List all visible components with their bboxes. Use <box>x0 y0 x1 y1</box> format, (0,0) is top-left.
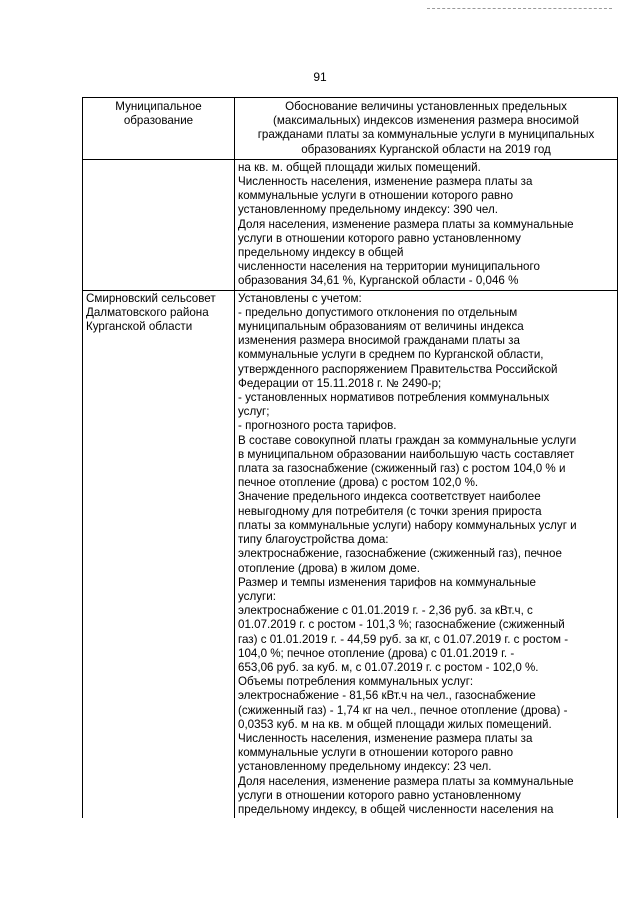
text-line: услуги в отношении которого равно установленному <box>238 231 521 245</box>
table-row <box>83 159 618 290</box>
table-row <box>83 290 618 818</box>
header-line: образованиях Курганской области на 2019 год <box>301 142 551 156</box>
text-line: платы за коммунальные услуги) набору коммунальных услуг и <box>238 518 577 532</box>
text-line: электроснабжение с 01.01.2019 г. - 2,36 руб. за кВт.ч, с <box>238 604 533 618</box>
text-line: численности населения на территории муниципального <box>238 260 540 274</box>
text-line: Численность населения, изменение размера платы за <box>238 175 533 189</box>
text-line: Доля населения, изменение размера платы за коммунальные <box>238 217 574 231</box>
text-line: электроснабжение - 81,56 кВт.ч на чел., газоснабжение <box>238 689 536 703</box>
municipality-line: Курганской области <box>86 320 193 334</box>
page-number: 91 <box>313 70 327 84</box>
text-line: 01.07.2019 г. с ростом - 101,3 %; газоснабжение (сжиженный <box>238 618 565 632</box>
text-line: Установлены с учетом: <box>238 291 362 305</box>
header-justification <box>235 98 618 160</box>
text-line: газ) с 01.01.2019 г. - 44,59 руб. за кг, с 01.07.2019 г. с ростом - <box>238 632 569 646</box>
text-line: услуги в отношении которого равно установленному <box>238 788 521 802</box>
text-line: предельному индексу в общей <box>238 246 404 260</box>
text-line: Доля населения, изменение размера платы за коммунальные <box>238 774 574 788</box>
table-header-row <box>83 98 618 160</box>
text-line: печное отопление (дрова) с ростом 102,0 %. <box>238 476 479 490</box>
text-line: услуг; <box>238 405 270 419</box>
scan-artifact-line <box>427 8 612 9</box>
text-line: - прогнозного роста тарифов. <box>238 419 397 433</box>
header-line: гражданами платы за коммунальные услуги в муниципальных <box>257 128 595 142</box>
header-municipality <box>83 98 235 160</box>
municipality-line: Далматовского района <box>86 305 209 319</box>
text-line: типу благоустройства дома: <box>238 533 389 547</box>
text-line: коммунальные услуги в отношении которого равно <box>238 189 514 203</box>
text-line: 0,0353 куб. м на кв. м общей площади жилых помещений. <box>238 717 552 731</box>
municipality-line: Смирновский сельсовет <box>86 291 216 305</box>
text-line: утвержденного распоряжением Правительства Российской <box>238 362 558 376</box>
text-line: установленному предельному индексу: 23 чел. <box>238 760 492 774</box>
municipality-cell <box>83 159 235 290</box>
text-line: предельному индексу, в общей численности населения на <box>238 802 554 816</box>
text-line: образования 34,61 %, Курганской области - 0,046 % <box>238 274 519 288</box>
text-line: плата за газоснабжение (сжиженный газ) с ростом 104,0 % и <box>238 462 566 476</box>
text-line: коммунальные услуги в среднем по Курганской области, <box>238 348 544 362</box>
header-line: Обоснование величины установленных предельных <box>285 100 567 113</box>
text-line: В составе совокупной платы граждан за коммунальные услуги <box>238 433 577 447</box>
justification-table <box>82 97 618 818</box>
text-line: Федерации от 15.11.2018 г. № 2490-р; <box>238 376 442 390</box>
text-line: установленному предельному индексу: 390 чел. <box>238 203 498 217</box>
text-line: - предельно допустимого отклонения по отдельным <box>238 305 518 319</box>
text-line: 653,06 руб. за куб. м, с 01.07.2019 г. с ростом - 102,0 %. <box>238 660 539 674</box>
text-line: Объемы потребления коммунальных услуг: <box>238 675 474 689</box>
text-line: невыгодному для потребителя (с точки зрения прироста <box>238 504 542 518</box>
text-line: 104,0 %; печное отопление (дрова) с 01.01.2019 г. - <box>238 646 515 660</box>
text-line: Размер и темпы изменения тарифов на коммунальные <box>238 575 536 589</box>
text-line: (сжиженный газ) - 1,74 кг на чел., печное отопление (дрова) - <box>238 703 568 717</box>
text-line: изменения размера вносимой гражданами платы за <box>238 334 520 348</box>
municipality-cell <box>83 290 235 818</box>
text-line: муниципальным образованиям от величины индекса <box>238 320 524 334</box>
justification-cell <box>235 159 618 290</box>
justification-cell <box>235 290 618 818</box>
text-line: электроснабжение, газоснабжение (сжиженный газ), печное <box>238 547 562 561</box>
text-line: - установленных нормативов потребления коммунальных <box>238 391 550 405</box>
header-line: Муниципальное <box>115 100 202 113</box>
header-line: (максимальных) индексов изменения размера вносимой <box>273 114 579 128</box>
text-line: Численность населения, изменение размера платы за <box>238 731 533 745</box>
text-line: услуги: <box>238 589 276 603</box>
text-line: на кв. м. общей площади жилых помещений. <box>238 160 481 174</box>
text-line: Значение предельного индекса соответствует наиболее <box>238 490 541 504</box>
header-line: образование <box>123 114 194 128</box>
text-line: коммунальные услуги в отношении которого равно <box>238 746 514 760</box>
text-line: отопление (дрова) в жилом доме. <box>238 561 420 575</box>
text-line: в муниципальном образовании наибольшую часть составляет <box>238 447 575 461</box>
